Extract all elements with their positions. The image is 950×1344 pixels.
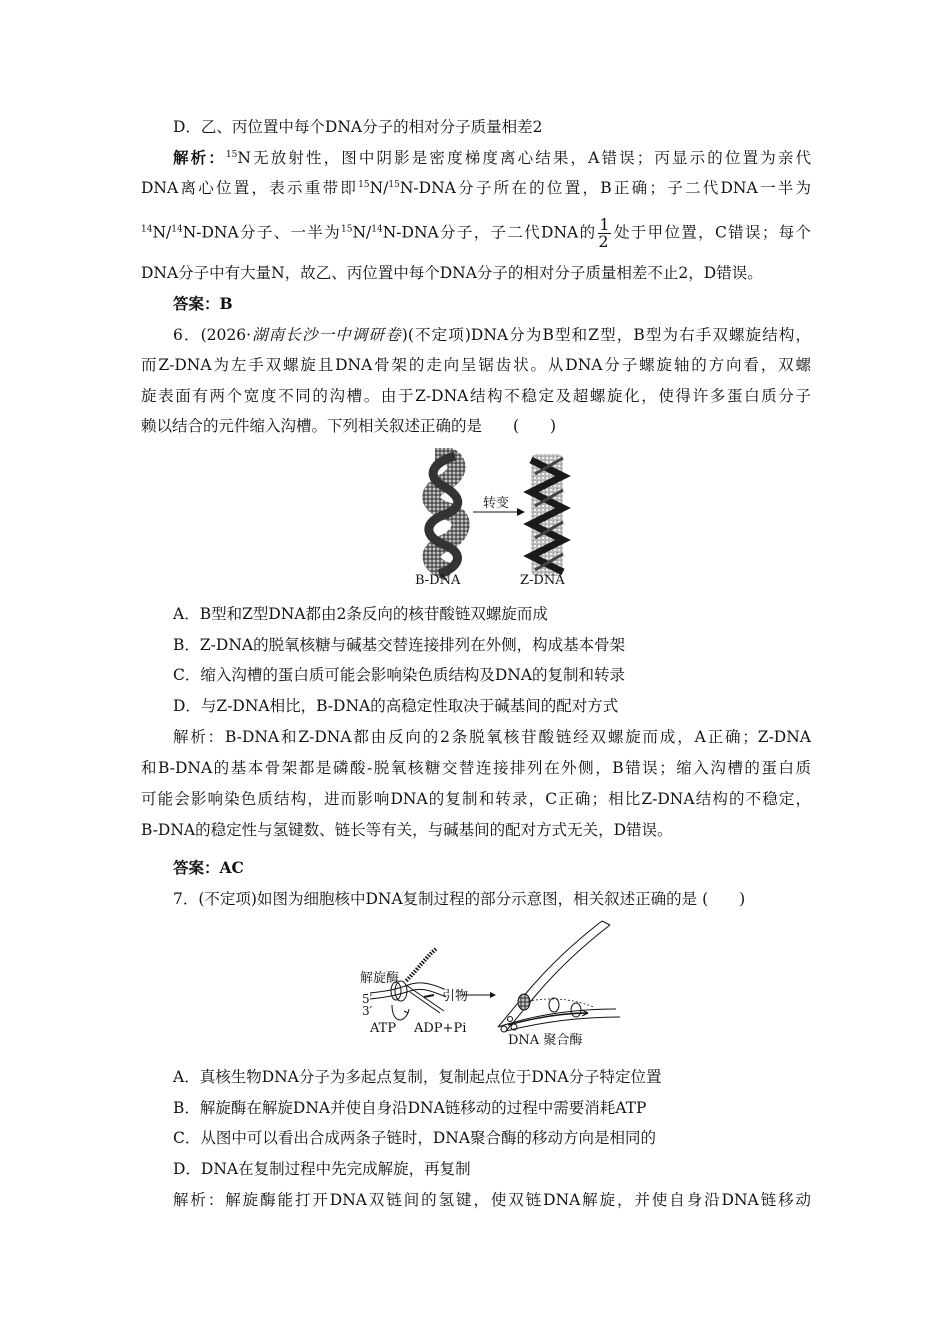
q6-option-a: A．B型和Z型DNA都由2条反向的核苷酸链双螺旋而成 (173, 605, 548, 623)
q7-option-b: B．解旋酶在解旋DNA并使自身沿DNA链移动的过程中需要消耗ATP (173, 1099, 647, 1117)
three-prime-label: 3′ (362, 1004, 373, 1018)
q7-stem: 7．(不定项)如图为细胞核中DNA复制过程的部分示意图，相关叙述正确的是 ( ) (173, 890, 746, 908)
primer-label: 引物 (442, 989, 469, 1004)
q5-explanation-line-2: DNA离心位置，表示重带即$^{15}$N/$^{15}$N-DNA分子所在的位置，B正确；子二代DNA一半为 (141, 179, 811, 197)
z-dna-helix (531, 454, 563, 576)
q6-explanation-line-1: 解析：B-DNA和Z-DNA都由反向的2条脱氧核苷酸链经双螺旋而成，A正确；Z-DNA (173, 728, 811, 746)
b-dna-label: B-DNA (415, 573, 461, 588)
q7-explanation-line-1: 解析：解旋酶能打开DNA双链间的氢键，使双链DNA解旋，并使自身沿DNA链移动 (173, 1191, 811, 1209)
q5-answer: 答案：B (173, 294, 233, 313)
q6-stem-line-2: 而Z-DNA为左手双螺旋且DNA骨架的走向呈锯齿状。从DNA分子螺旋轴的方向看，双螺 (141, 356, 811, 374)
q5-option-d: D．乙、丙位置中每个DNA分子的相对分子质量相差2 (173, 118, 543, 136)
dna-replication-figure (358, 915, 628, 1050)
q6-option-c: C．缩入沟槽的蛋白质可能会影响染色质结构及DNA的复制和转录 (173, 666, 626, 684)
q5-explanation-label: 解析： (173, 148, 226, 167)
q6-explanation-line-4: B-DNA的稳定性与氢键数、链长等有关，与碱基间的配对方式无关，D错误。 (141, 821, 673, 839)
q6-explanation-line-3: 可能会影响染色质结构，进而影响DNA的复制和转录，C正确；相比Z-DNA结构的不稳定， (141, 790, 811, 808)
q7-option-a: A．真核生物DNA分子为多起点复制，复制起点位于DNA分子特定位置 (173, 1068, 662, 1086)
dna-forms-figure (405, 448, 585, 596)
q5-explanation-line-3: $^{14}$N/$^{14}$N-DNA分子、一半为$^{15}$N/$^{14}$N-DNA分子，子二代DNA的 $\frac{1}{2}$ 处于甲位置，C错误；每个 (141, 215, 811, 251)
atp-label: ATP (370, 1021, 397, 1036)
q6-option-b: B．Z-DNA的脱氧核糖与碱基交替连接排列在外侧，构成基本骨架 (173, 636, 626, 654)
q7-option-c: C．从图中可以看出合成两条子链时，DNA聚合酶的移动方向是相同的 (173, 1129, 657, 1147)
polymerase-label: DNA 聚合酶 (508, 1033, 583, 1048)
adp-label: ADP+Pi (414, 1021, 467, 1036)
q6-stem-line-3: 旋表面有两个宽度不同的沟槽。由于Z-DNA结构不稳定及超螺旋化，使得许多蛋白质分子 (141, 387, 811, 405)
z-dna-label: Z-DNA (520, 573, 565, 588)
q6-source: 湖南长沙一中调研卷 (251, 326, 402, 344)
b-dna-helix (429, 454, 461, 574)
fraction-one-half: $\frac{1}{2}$ (598, 215, 610, 251)
q6-explanation-line-2: 和B-DNA的基本骨架都是磷酸-脱氧核糖交替连接排列在外侧，B错误；缩入沟槽的蛋白质 (141, 759, 811, 777)
q6-stem-line-1: 6．(2026·湖南长沙一中调研卷)(不定项)DNA分为B型和Z型，B型为右手双螺旋结构， (173, 326, 811, 344)
q5-explanation-line-1: 解析：$^{15}$N无放射性，图中阴影是密度梯度离心结果，A错误；丙显示的位置为亲代 (173, 148, 811, 167)
polymerase-panel (498, 921, 620, 1032)
five-prime-label: 5′ (362, 992, 373, 1006)
q5-explanation-line-4: DNA分子中有大量N，故乙、丙位置中每个DNA分子的相对分子质量相差不止2，D错误。 (141, 264, 763, 282)
q6-stem-line-4: 赖以结合的元件缩入沟槽。下列相关叙述正确的是 ( ) (141, 417, 557, 435)
arrow-label: 转变 (483, 496, 510, 511)
helicase-label: 解旋酶 (360, 971, 400, 986)
q7-option-d: D．DNA在复制过程中先完成解旋，再复制 (173, 1160, 471, 1178)
q6-answer: 答案：AC (173, 858, 244, 877)
q6-option-d: D．与Z-DNA相比，B-DNA的高稳定性取决于碱基间的配对方式 (173, 697, 619, 715)
